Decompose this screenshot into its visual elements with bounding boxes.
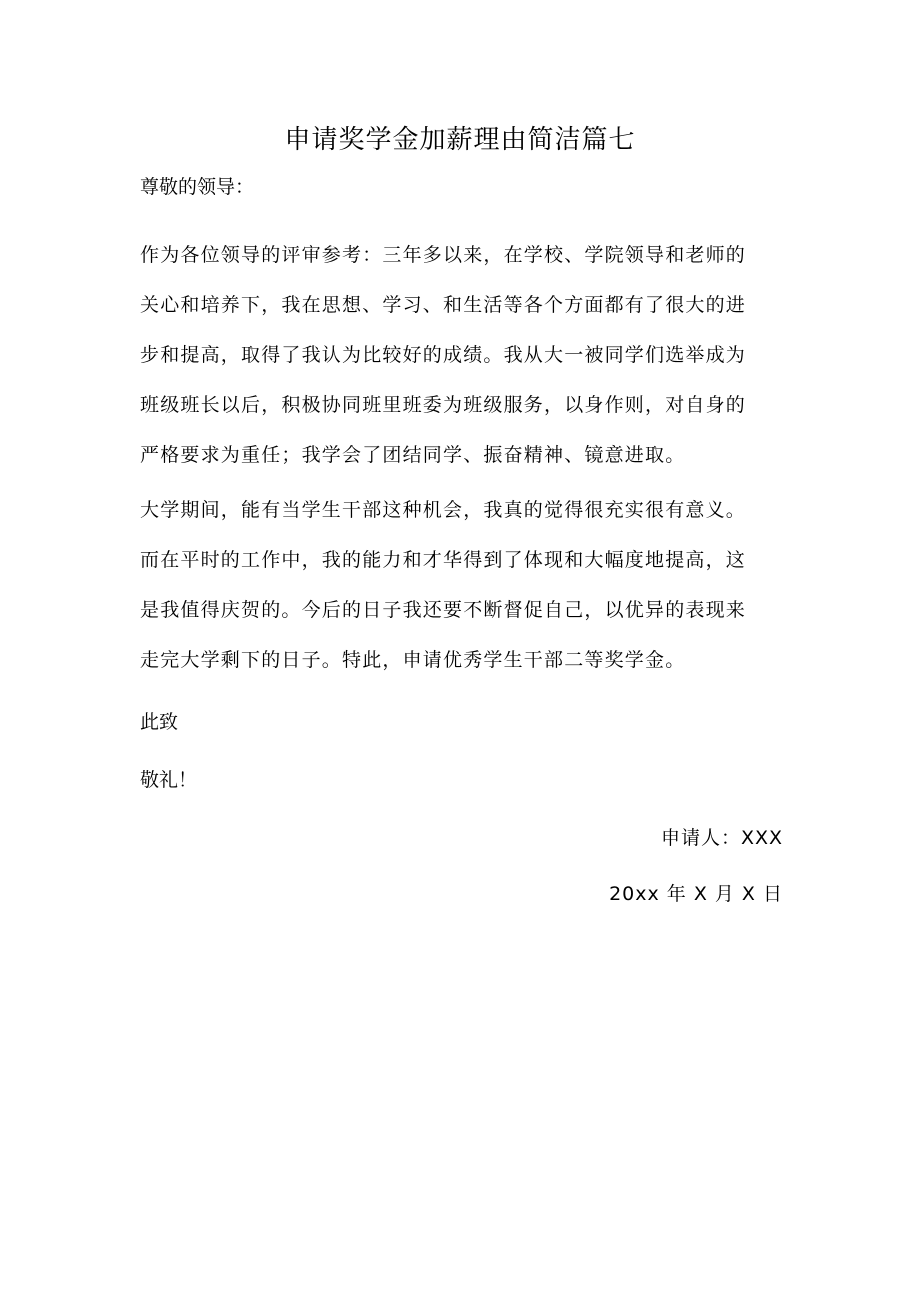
paragraph-line: 而在平时的工作中，我的能力和才华得到了体现和大幅度地提高，这 — [140, 549, 747, 571]
paragraph-line: 走完大学剩下的日子。特此，申请优秀学生干部二等奖学金。 — [140, 649, 686, 671]
paragraph-line: 班级班长以后，积极协同班里班委为班级服务，以身作则，对自身的 — [140, 394, 747, 416]
closing-phrase: 此致 — [140, 711, 179, 733]
paragraph-line: 严格要求为重任；我学会了团结同学、振奋精神、镜意进取。 — [140, 444, 686, 466]
respect-phrase: 敬礼！ — [140, 769, 198, 791]
paragraph-line: 作为各位领导的评审参考：三年多以来，在学校、学院领导和老师的 — [140, 244, 747, 266]
salutation: 尊敬的领导： — [140, 176, 255, 198]
paragraph-line: 大学期间，能有当学生干部这种机会，我真的觉得很充实很有意义。 — [140, 499, 747, 521]
applicant-signature: 申请人：XXX — [660, 827, 783, 849]
document-date: 20xx 年 X 月 X 日 — [609, 883, 783, 905]
paragraph-2 — [140, 485, 790, 685]
paragraph-line: 关心和培养下，我在思想、学习、和生活等各个方面都有了很大的进 — [140, 294, 747, 316]
document-title: 申请奖学金加薪理由简洁篇七 — [284, 125, 636, 155]
document-body — [140, 172, 790, 935]
paragraph-1 — [140, 230, 790, 480]
paragraph-line: 是我值得庆贺的。今后的日子我还要不断督促自己，以优异的表现来 — [140, 599, 747, 621]
paragraph-line: 步和提高，取得了我认为比较好的成绩。我从大一被同学们选举成为 — [140, 344, 747, 366]
